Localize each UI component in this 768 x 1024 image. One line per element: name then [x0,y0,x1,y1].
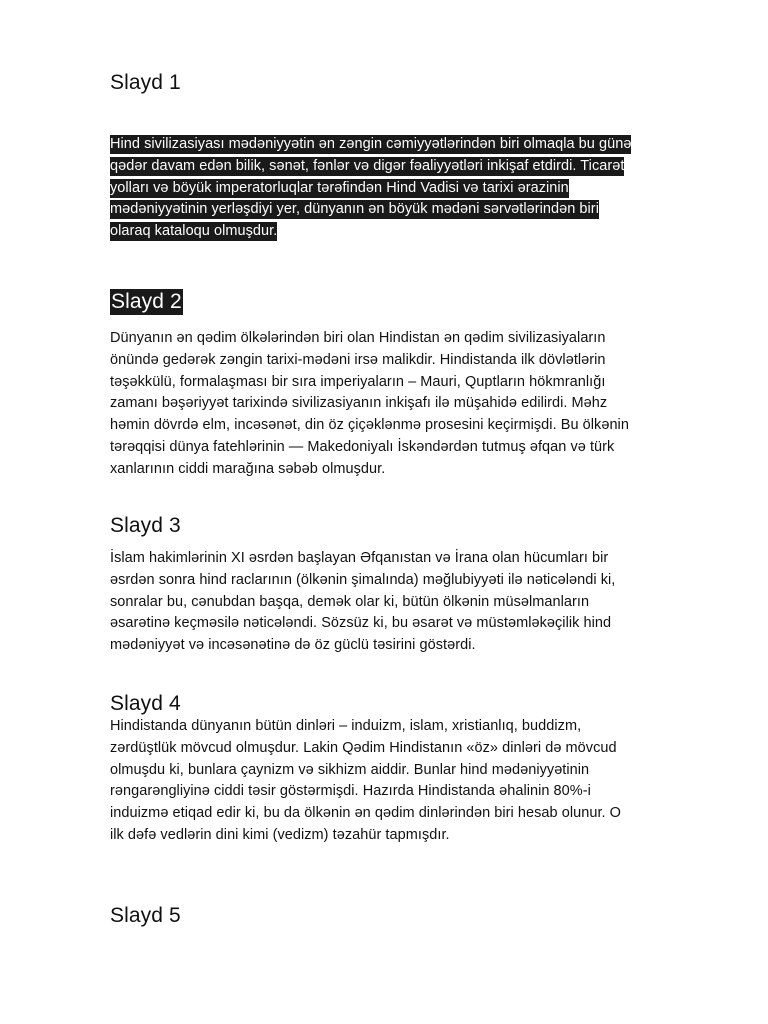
slide-4-heading: Slayd 4 [110,692,181,715]
paragraph-line: sonralar bu, cənubdan başqa, demək olar ki, bütün ölkənin müsəlmanların [110,593,590,610]
paragraph-line: Hindistanda dünyanın bütün dinləri – induizm, islam, xristianlıq, buddizm, [110,718,582,734]
paragraph-line: İslam hakimlərinin XI əsrdən başlayan Əfqanıstan və İrana olan hücumları bir [110,550,609,566]
paragraph-line: xanlarının ciddi marağına səbəb olmuşdur. [110,460,386,477]
paragraph-line: mədəniyyətinin yerləşdiyi yer, dünyanın ən böyük mədəni sərvətlərindən biri [110,201,599,218]
slide-2-paragraph [110,328,700,481]
slide-1-paragraph [110,134,700,243]
paragraph-line: zamanı bəşəriyyət tarixində sivilizasiyanın inkişafı ilə müşahidə edilirdi. Məhz [110,395,608,412]
paragraph-line: əsrdən sonra hind raclarının (ölkənin şimalında) məğlubiyyəti ilə nəticələndi ki, [110,571,616,588]
paragraph-line: yolları və böyük imperatorluqlar tərəfindən Hind Vadisi və tarixi ərazinin [110,179,569,196]
paragraph-line: qədər davam edən bilik, sənət, fənlər və digər fəaliyyətləri inkişaf etdirdi. Ticarət [110,157,625,174]
paragraph-line: mədəniyyət və incəsənətinə də öz güclü təsirini göstərdi. [110,637,476,654]
paragraph-line: həmin dövrdə elm, incəsənət, din öz çiçəklənmə prosesini keçirmişdi. Bu ölkənin [110,417,629,434]
paragraph-line: rəngarəngliyinə ciddi təsir göstərmişdi. Hazırda Hindistanda əhalinin 80%-i [110,783,591,800]
paragraph-line: önündə gedərək zəngin tarixi-mədəni irsə malikdir. Hindistanda ilk dövlətlərin [110,351,606,368]
paragraph-line: ilk dəfə vedlərin dini kimi (vedizm) təzahür tapmışdır. [110,826,450,843]
paragraph-line: Hind sivilizasiyası mədəniyyətin ən zəngin cəmiyyətlərindən biri olmaqla bu günə [110,136,632,152]
paragraph-line: Dünyanın ən qədim ölkələrindən biri olan Hindistan ən qədim sivilizasiyaların [110,330,606,346]
slide-1-heading: Slayd 1 [110,71,181,94]
paragraph-line: təşəkkülü, formalaşması bir sıra imperiyaların – Mauri, Quptların hökmranlığı [110,373,606,390]
paragraph-line: tərəqqisi dünya fatehlərinin — Makedoniyalı İskəndərdən tutmuş əfqan və türk [110,438,615,455]
paragraph-line: olmuşdu ki, bunlara çaynizm və sikhizm aiddir. Bunlar hind mədəniyyətinin [110,761,590,778]
slide-4-paragraph [110,716,700,847]
slide-3-heading: Slayd 3 [110,514,181,537]
slide-2-heading: Slayd 2 [111,290,182,313]
slide-5-heading: Slayd 5 [110,904,181,927]
paragraph-line: zərdüştlük mövcud olmuşdur. Lakin Qədim Hindistanın «öz» dinləri də mövcud [110,739,617,756]
paragraph-line: olaraq kataloqu olmuşdur. [110,223,278,240]
paragraph-line: induizmə etiqad edir ki, bu da ölkənin ən qədim dinlərindən biri hesab olunur. O [110,805,622,822]
slide-3-paragraph [110,548,700,657]
paragraph-line: əsarətinə keçməsilə nəticələndi. Sözsüz ki, bu əsarət və müstəmləkəçilik hind [110,615,612,632]
